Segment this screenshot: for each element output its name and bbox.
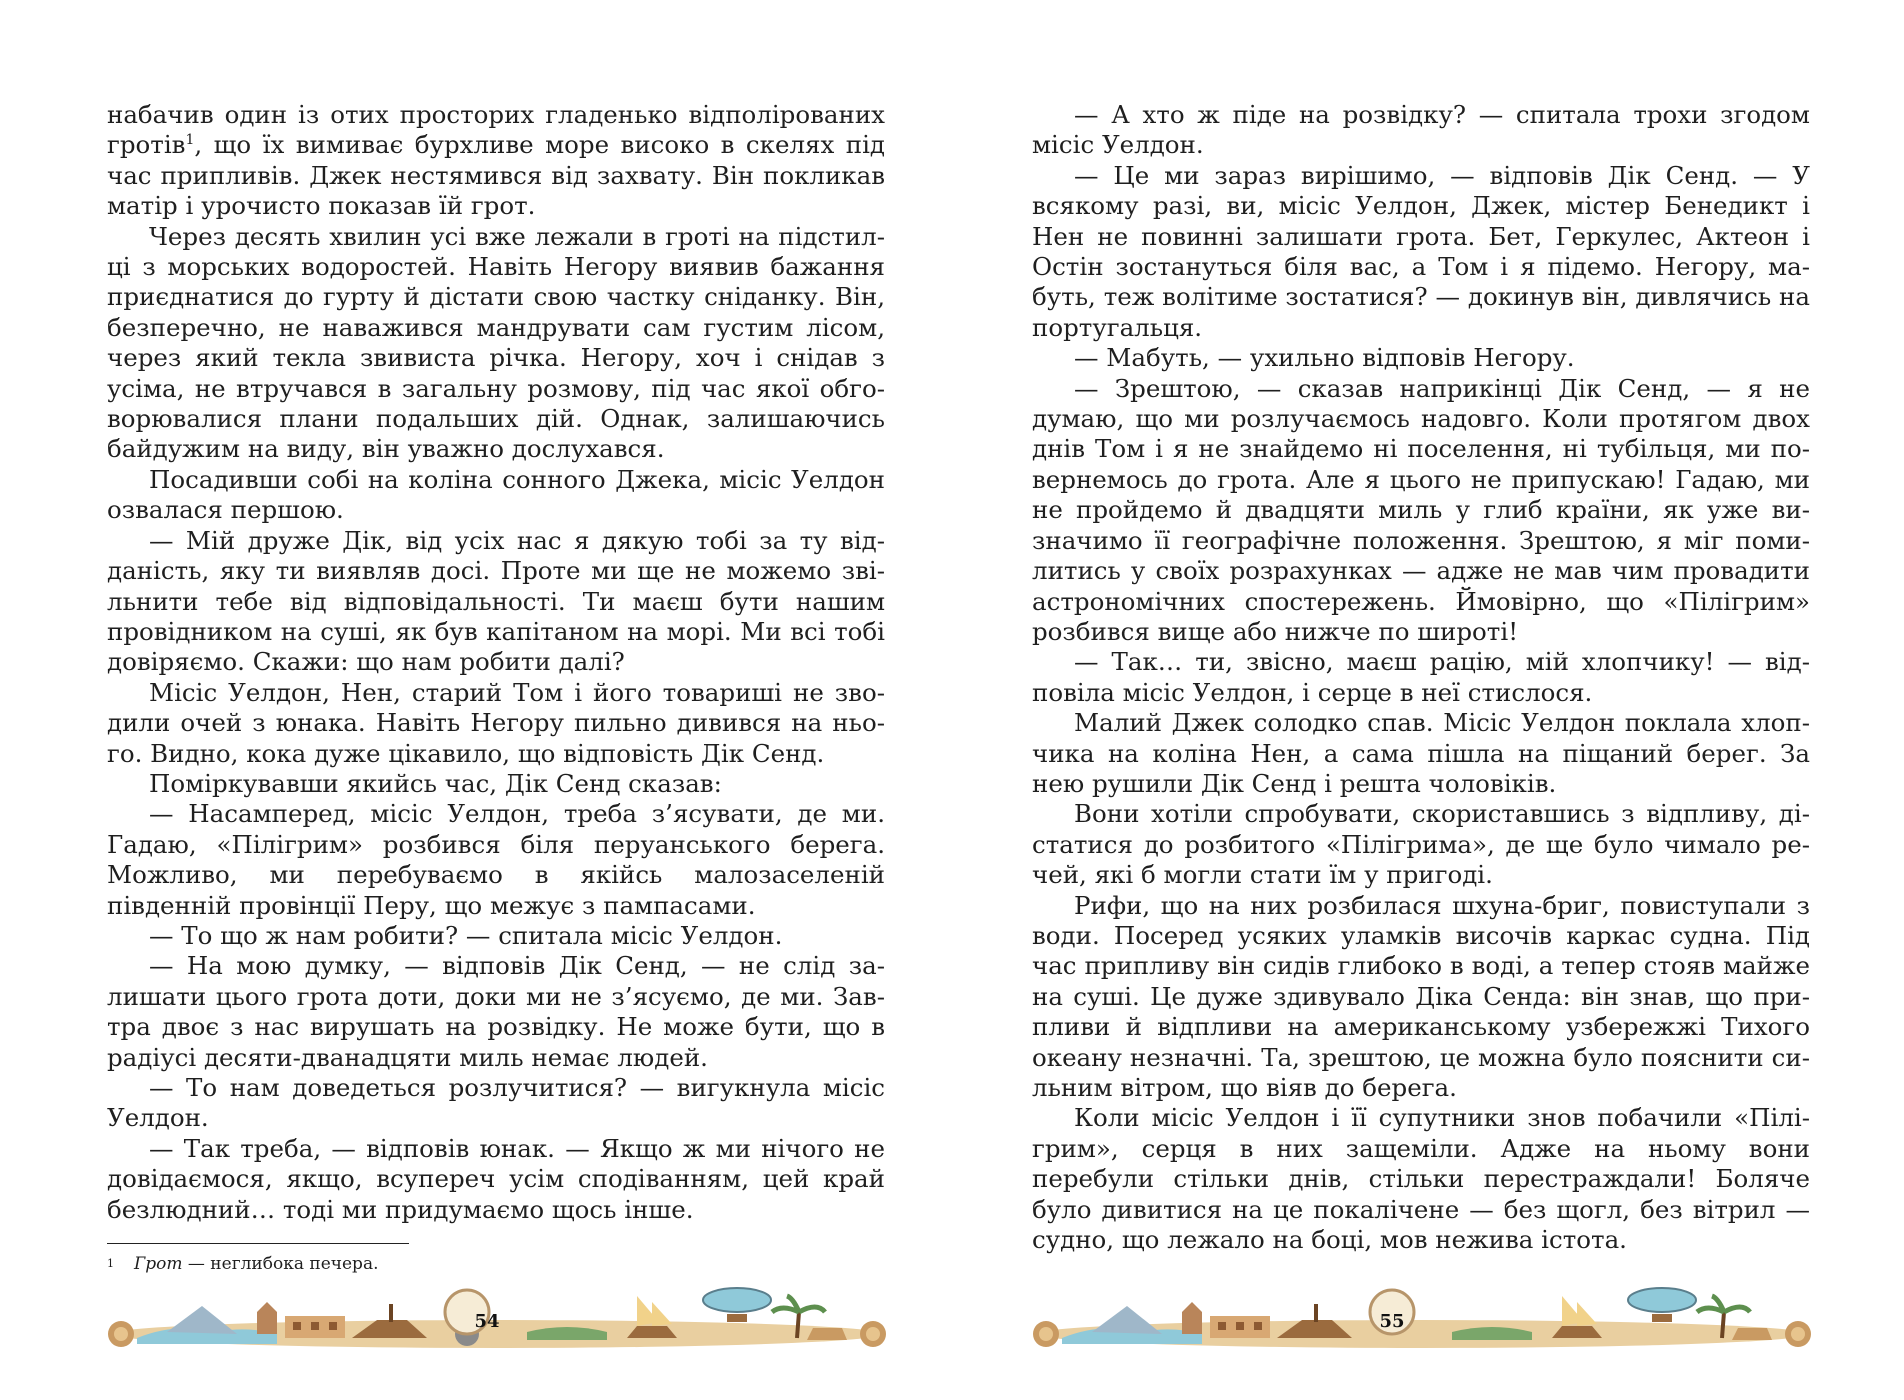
paragraph: — На мою думку, — відповів Дік Сенд, — не слід залишати цього грота доти, доки ми не з’ясуємо, де ми. Завтра двоє з нас вирушать на розвідку. Не може бути, що в радіусі десяти-дванадцяти миль немає людей. <box>107 951 885 1072</box>
paragraph: — Це ми зараз вирішимо, — відповів Дік Сенд. — У всякому разі, ви, місіс Уелдон, Джек, містер Бенедикт і Нен не повинні залишати грота. Бет, Геркулес, Актеон і Остін зостануться біля вас, а Том і я підемо. Негору, мабуть, теж волітиме зостатися? — докинув він, дивлячись на португальця. <box>1032 160 1810 342</box>
paragraph: Поміркувавши якийсь час, Дік Сенд сказав: <box>149 768 722 798</box>
footnote-text: — неглибока печера. <box>182 1254 379 1274</box>
footnote-divider <box>107 1243 409 1244</box>
page-number: 54 <box>474 1311 500 1332</box>
right-page-text <box>1032 100 1810 1255</box>
left-page-text <box>107 100 885 1225</box>
right-page <box>952 0 1904 1400</box>
paragraph: Через десять хвилин усі вже лежали в гроті на підстилці з морських водоростей. Навіть Негору виявив бажання приєднатися до гурту й дістати свою частку сніданку. Він, безперечно, не наважився мандрувати сам густим лісом, через який текла звивиста річка. Негору, хоч і снідав з усіма, не втручався в загальну розмову, під час якої обговорювалися плани подальших дій. Однак, залишаючись байдужим на виду, він уважно дослухався. <box>107 221 885 464</box>
footnote-term: Грот <box>134 1254 183 1274</box>
paragraph: — То що ж нам робити? — спитала місіс Уелдон. <box>149 920 783 950</box>
footnote-ref[interactable]: 1 <box>185 132 195 149</box>
decorative-banner <box>1032 1282 1812 1362</box>
paragraph: Рифи, що на них розбилася шхуна-бриг, повиступали з води. Посеред усяких уламків височів каркас судна. Під час припливу він сидів глибоко в воді, а тепер стояв майже на суші. Це дуже здивувало Діка Сенда: він знав, що припливи й відпливи на американському узбережжі Тихого океану незначні. Та, зрештою, це можна було пояснити сильним вітром, що віяв до берега. <box>1032 890 1810 1102</box>
paragraph: Вони хотіли спробувати, скориставшись з відпливу, дістатися до розбитого «Пілігрима», де ще було чимало речей, які б могли стати їм у пригоді. <box>1032 799 1810 890</box>
paragraph: Коли місіс Уелдон і її супутники знов побачили «Пілігрим», серця в них защеміли. Адже на ньому вони перебули стільки днів, стільки перестраждали! Боляче було дивитися на це покалічене — без щогл, без вітрил — судно, що лежало на боці, мов нежива істота. <box>1032 1103 1810 1255</box>
paragraph: Посадивши собі на коліна сонного Джека, місіс Уелдон озвалася першою. <box>107 464 885 525</box>
paragraph: — Мій друже Дік, від усіх нас я дякую тобі за ту відданість, яку ти виявляв досі. Проте ми ще не можемо звільнити тебе від відповідальності. Ти маєш бути нашим провідником на суші, як був капітаном на морі. Ми всі тобі довіряємо. Скажи: що нам робити далі? <box>107 525 885 677</box>
page-number: 55 <box>1379 1311 1405 1332</box>
paragraph: — То нам доведеться розлучитися? — вигукнула місіс Уелдон. <box>107 1073 885 1133</box>
paragraph: — Так… ти, звісно, маєш рацію, мій хлопчику! — відповіла місіс Уелдон, і серце в неї стислося. <box>1032 647 1810 707</box>
footnote <box>107 1253 807 1275</box>
banner-illustration <box>1032 1282 1812 1362</box>
paragraph: Місіс Уелдон, Нен, старий Том і його товариші не зводили очей з юнака. Навіть Негору пильно дивився на нього. Видно, кока дуже цікавило, що відповість Дік Сенд. <box>107 677 885 768</box>
paragraph: — Так треба, — відповів юнак. — Якщо ж ми нічого не довідаємося, якщо, всупереч усім сподіванням, цей край безлюдний… тоді ми придумаємо щось інше. <box>107 1133 885 1224</box>
paragraph: набачив один із отих просторих гладенько відполірованих гротів$^1$, що їх вимиває бурхливе море високо в скелях під час припливів. Джек нестямився від захвату. Він покликав матір і урочисто показав їй грот. <box>107 100 885 221</box>
paragraph: Малий Джек солодко спав. Місіс Уелдон поклала хлопчика на коліна Нен, а сама пішла на піщаний берег. За нею рушили Дік Сенд і решта чоловіків. <box>1032 708 1810 798</box>
paragraph: — А хто ж піде на розвідку? — спитала трохи згодом місіс Уелдон. <box>1032 100 1810 160</box>
paragraph: — Насамперед, місіс Уелдон, треба з’ясувати, де ми. Гадаю, «Пілігрим» розбився біля перуанського берега. Можливо, ми перебуваємо в якійсь малозаселеній південній провінції Перу, що межує з пампасами. <box>107 799 885 920</box>
paragraph: — Зрештою, — сказав наприкінці Дік Сенд, — я не думаю, що ми розлучаємось надовго. Коли протягом двох днів Том і я не знайдемо ні поселення, ні тубільця, ми повернемось до грота. Але я цього не припускаю! Гадаю, ми не пройдемо й двадцяти миль у глиб країни, як уже визначимо її географічне положення. Зрештою, я міг помилитись у своїх розрахунках — адже не мав чим провадити астрономічних спостережень. Ймовірно, що «Пілігрим» розбився вище або нижче по широті! <box>1032 373 1810 646</box>
paragraph: — Мабуть, — ухильно відповів Негору. <box>1074 343 1575 373</box>
footnote-number: 1 <box>107 1257 114 1270</box>
